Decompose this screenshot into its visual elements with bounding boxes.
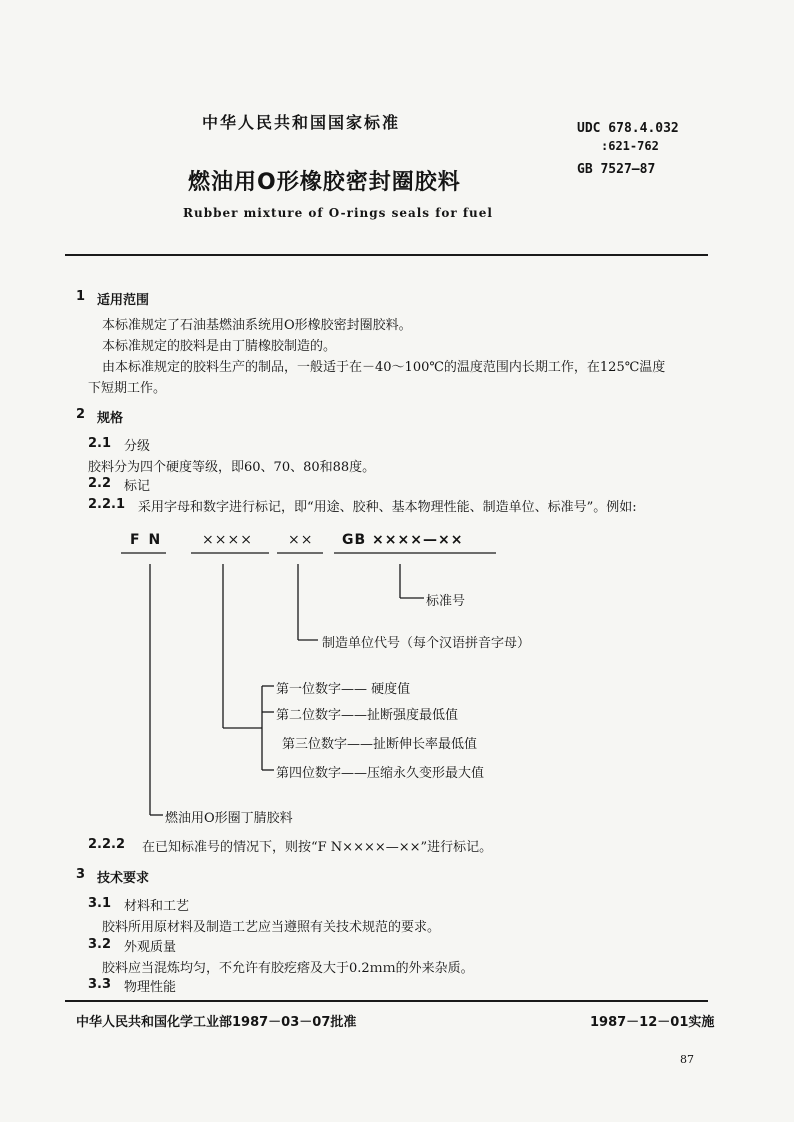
effective-date: 1987－12－01实施 [590, 1015, 715, 1030]
label-maker-code: 制造单位代号（每个汉语拼音字母） [322, 636, 531, 651]
section-1-paragraph: 由本标准规定的胶料生产的制品，一般适于在－40～100℃的温度范围内长期工作，在125℃温度 [102, 360, 666, 375]
gb-number: GB 7527—87 [577, 162, 656, 177]
section-2-2-number: 2.2 [88, 476, 112, 491]
approval-line: 中华人民共和国化学工业部1987－03－07批准 [76, 1015, 357, 1030]
section-2-2-2-text: 在已知标准号的情况下，则按“F N××××—××”进行标记。 [142, 840, 493, 855]
code-xx: ×× [288, 532, 314, 548]
udc-code: UDC 678.4.032 [577, 121, 679, 136]
page-number: 87 [680, 1053, 694, 1066]
section-3-3-number: 3.3 [88, 977, 112, 992]
section-1-paragraph: 本标准规定了石油基燃油系统用O形橡胶密封圈胶料。 [102, 318, 412, 333]
label-fn: 燃油用O形圈丁腈胶料 [165, 811, 293, 826]
label-digit-2: 第二位数字——扯断强度最低值 [276, 708, 459, 723]
national-standard-heading: 中华人民共和国国家标准 [202, 113, 401, 132]
section-2-2-title: 标记 [124, 479, 151, 494]
label-standard-number: 标准号 [426, 594, 466, 609]
code-xxxx: ×××× [202, 532, 253, 548]
section-1-paragraph-continued: 下短期工作。 [88, 381, 167, 396]
document-title-en: Rubber mixture of O-rings seals for fuel [183, 206, 493, 220]
section-2-2-2-number: 2.2.2 [88, 837, 126, 852]
section-3-2-number: 3.2 [88, 937, 112, 952]
section-3-2-title: 外观质量 [124, 940, 177, 955]
document-title-cn: 燃油用O形橡胶密封圈胶料 [188, 170, 461, 195]
section-3-3-title: 物理性能 [124, 980, 177, 995]
section-3-1-number: 3.1 [88, 896, 112, 911]
section-3-2-text: 胶料应当混炼均匀，不允许有胶疙瘩及大于0.2ｍｍ的外来杂质。 [102, 961, 474, 976]
section-2-1-title: 分级 [124, 439, 151, 454]
section-2-2-1-text: 采用字母和数字进行标记，即“用途、胶种、基本物理性能、制造单位、标准号”。例如: [138, 500, 637, 515]
section-2-2-1-number: 2.2.1 [88, 497, 126, 512]
section-1-heading: 适用范围 [97, 293, 150, 308]
section-2-heading: 规格 [97, 411, 124, 426]
section-3-number: 3 [76, 867, 86, 882]
code-gb: GB ××××—×× [342, 532, 464, 548]
code-fn: F N [130, 532, 163, 548]
section-1-number: 1 [76, 289, 86, 304]
section-3-1-text: 胶料所用原材料及制造工艺应当遵照有关技术规范的要求。 [102, 920, 441, 935]
label-digit-3: 第三位数字——扯断伸长率最低值 [282, 737, 478, 752]
section-1-paragraph: 本标准规定的胶料是由丁腈橡胶制造的。 [102, 339, 337, 354]
section-3-heading: 技术要求 [97, 871, 150, 886]
label-digit-1: 第一位数字—— 硬度值 [276, 682, 411, 697]
footer-divider [65, 1000, 708, 1002]
section-2-1-text: 胶料分为四个硬度等级，即60、70、80和88度。 [88, 460, 376, 475]
section-3-1-title: 材料和工艺 [124, 899, 190, 914]
section-2-number: 2 [76, 407, 86, 422]
udc-code-continued: :621-762 [601, 139, 659, 153]
label-digit-4: 第四位数字——压缩永久变形最大值 [276, 766, 485, 781]
section-2-1-number: 2.1 [88, 436, 112, 451]
